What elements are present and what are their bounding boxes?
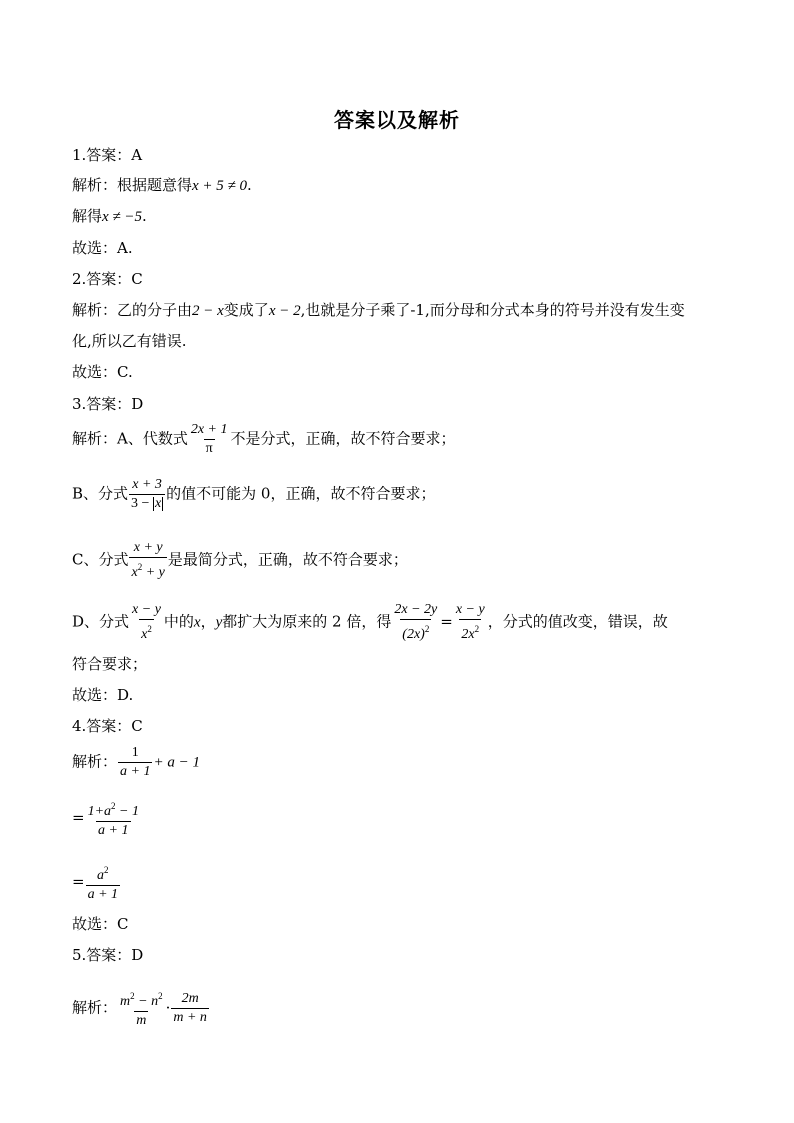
q4-f2-num-exp: 2 bbox=[111, 801, 116, 811]
q5-answer: 5.答案：D bbox=[72, 946, 144, 964]
q4-step-1 bbox=[72, 745, 200, 780]
q1-solve-label: 解得 bbox=[72, 207, 103, 225]
q2-analysis-line1 bbox=[72, 300, 685, 321]
q4-step-3 bbox=[72, 862, 121, 903]
q1-choose: 故选：A. bbox=[72, 239, 133, 257]
q3-d-equals: = bbox=[440, 612, 453, 631]
q4-equals-1: = bbox=[72, 808, 85, 827]
q3-c-numerator: x + y bbox=[133, 540, 163, 555]
q2-choose: 故选：C. bbox=[72, 363, 133, 381]
q3-b-text: 的值不可能为 0，正确，故不符合要求； bbox=[166, 484, 436, 503]
q4-f3-num-exp: 2 bbox=[104, 865, 109, 875]
q4-f1-denominator: a + 1 bbox=[120, 764, 151, 779]
q1-analysis-label: 解析：根据题意得 bbox=[72, 176, 193, 194]
q4-fraction-2 bbox=[86, 798, 141, 839]
q3-a-fraction bbox=[189, 422, 230, 457]
q3-d-fraction-3 bbox=[454, 602, 487, 643]
q4-answer: 4.答案：C bbox=[72, 717, 143, 735]
q3-d-f3-den-exp: 2 bbox=[474, 624, 480, 634]
q4-f3-numerator bbox=[95, 862, 111, 885]
q3-d-var-y: y bbox=[215, 614, 223, 631]
q3-c-den-rest: + y bbox=[142, 565, 165, 580]
q3-d-f2-numerator: 2x − 2y bbox=[394, 602, 438, 617]
q3-answer: 3.答案：D bbox=[72, 395, 144, 413]
q3-b-den-pre: 3 − bbox=[131, 496, 150, 511]
q5-f1-num-b: − n bbox=[134, 994, 159, 1009]
q3-option-c bbox=[72, 540, 408, 581]
q5-f2-numerator: 2m bbox=[181, 991, 199, 1006]
q3-d-f2-den-exp: 2 bbox=[424, 624, 430, 634]
q5-f1-exp-2: 2 bbox=[158, 991, 163, 1001]
q3-option-a bbox=[72, 422, 456, 457]
q4-f1-rest: + a − 1 bbox=[153, 754, 200, 771]
q1-period: . bbox=[247, 176, 252, 194]
q1-solve-period: . bbox=[142, 207, 147, 225]
q5-label: 解析： bbox=[72, 998, 118, 1017]
q3-d-label: D、分式 bbox=[72, 612, 130, 631]
q3-a-numerator: 2x + 1 bbox=[190, 422, 228, 437]
q3-c-fraction bbox=[129, 540, 166, 581]
q2-analysis-line2: 化,所以乙有错误. bbox=[72, 332, 187, 350]
q5-fraction-2 bbox=[171, 991, 209, 1026]
q5-f1-denominator: m bbox=[136, 1013, 147, 1028]
q2-text-2: 变成了 bbox=[223, 301, 269, 319]
q4-f3-denominator: a + 1 bbox=[87, 887, 119, 902]
q3-d-f1-denominator bbox=[139, 619, 154, 643]
q4-f2-num-a: 1+a bbox=[87, 804, 112, 819]
q3-d-f3-den-base: 2x bbox=[461, 627, 475, 642]
q5-f2-denominator: m + n bbox=[173, 1010, 207, 1025]
q3-d-f3-denominator bbox=[459, 619, 481, 643]
q3-d-text-2: 都扩大为原来的 2 倍，得 bbox=[222, 612, 392, 631]
q3-a-denominator: π bbox=[205, 441, 213, 456]
q2-text-3: ,也就是分子乘了-1,而分母和分式本身的符号并没有发生变 bbox=[300, 301, 685, 319]
q4-step-2 bbox=[72, 798, 142, 839]
q3-c-den-base: x bbox=[131, 565, 138, 580]
q3-b-fraction bbox=[129, 477, 165, 512]
q5-f1-num-a: m bbox=[120, 994, 131, 1009]
q3-c-denominator bbox=[129, 557, 166, 581]
q4-f3-num-base: a bbox=[97, 868, 105, 883]
q3-d-f1-numerator: x − y bbox=[132, 602, 161, 617]
q3-a-label: 解析：A、代数式 bbox=[72, 429, 188, 448]
q4-fraction-3 bbox=[86, 862, 120, 903]
q1-solve bbox=[72, 206, 147, 227]
q1-solution: x ≠ −5 bbox=[102, 209, 143, 225]
q3-b-label: B、分式 bbox=[72, 484, 129, 503]
q5-dot: · bbox=[165, 998, 171, 1017]
q3-b-denominator bbox=[129, 494, 165, 512]
q4-f2-denominator: a + 1 bbox=[98, 823, 129, 838]
q3-d-fraction-2 bbox=[392, 602, 439, 643]
q3-d-text-1: 中的 bbox=[163, 612, 194, 631]
q3-d-f2-denominator bbox=[400, 619, 431, 643]
q4-equals-2: = bbox=[72, 872, 85, 891]
q5-step-1 bbox=[72, 988, 210, 1029]
q2-expr-2: x − 2 bbox=[268, 303, 301, 319]
q4-f1-numerator: 1 bbox=[131, 745, 139, 760]
q3-c-den-exp: 2 bbox=[137, 562, 143, 572]
q2-text-1: 解析：乙的分子由 bbox=[72, 301, 193, 319]
q3-a-text: 不是分式，正确，故不符合要求； bbox=[230, 429, 456, 448]
q5-fraction-1 bbox=[118, 988, 165, 1029]
q3-d-f1-den-exp: 2 bbox=[147, 624, 152, 634]
q3-d-fraction-1 bbox=[130, 602, 163, 643]
q1-answer: 1.答案：A bbox=[72, 146, 143, 164]
q4-choose: 故选：C bbox=[72, 915, 129, 933]
q3-d-text-3: ，分式的值改变，错误，故 bbox=[487, 612, 668, 631]
q5-f1-exp-1: 2 bbox=[130, 991, 135, 1001]
q4-f2-num-b: − 1 bbox=[115, 804, 139, 819]
q1-analysis bbox=[72, 175, 252, 196]
q4-f2-numerator bbox=[86, 798, 141, 821]
q3-option-b bbox=[72, 477, 435, 512]
q3-c-text: 是最简分式，正确，故不符合要求； bbox=[167, 550, 408, 569]
q3-choose: 故选：D. bbox=[72, 686, 134, 704]
q4-label: 解析： bbox=[72, 752, 118, 771]
q3-d-f3-numerator: x − y bbox=[455, 602, 485, 617]
page-title: 答案以及解析 bbox=[334, 108, 460, 132]
q3-b-numerator: x + 3 bbox=[132, 477, 162, 492]
q3-d-comma: ， bbox=[200, 612, 216, 631]
q2-expr-1: 2 − x bbox=[192, 303, 224, 319]
q3-d-line2: 符合要求； bbox=[72, 655, 148, 673]
q3-c-label: C、分式 bbox=[72, 550, 129, 569]
q3-b-abs: x bbox=[154, 496, 162, 511]
q5-f1-numerator bbox=[118, 988, 165, 1011]
q4-fraction-1 bbox=[118, 745, 152, 780]
q3-d-f2-den-base: (2x) bbox=[402, 627, 425, 642]
q3-option-d bbox=[72, 602, 668, 643]
q2-answer: 2.答案：C bbox=[72, 270, 143, 288]
q1-condition: x + 5 ≠ 0 bbox=[192, 178, 248, 194]
q3-d-var-x: x bbox=[193, 614, 201, 631]
q3-d-f1-den-base: x bbox=[141, 627, 148, 642]
